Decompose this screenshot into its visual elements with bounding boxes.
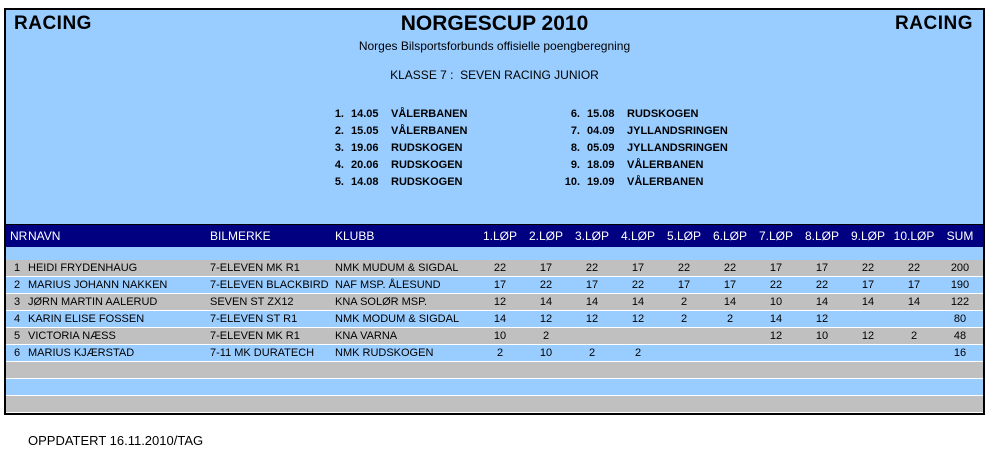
cell-points: 22 — [631, 279, 645, 291]
cell-points: 22 — [769, 279, 783, 291]
race-date: 05.09 — [587, 142, 615, 154]
header-navn: NAVN — [28, 229, 61, 243]
empty-row — [6, 362, 983, 379]
cell-points — [845, 345, 891, 361]
race-number: 1. — [334, 108, 344, 120]
header-run: 1.LØP — [482, 229, 518, 243]
cell-points: 2 — [910, 330, 918, 342]
cell-points: 14 — [723, 296, 737, 308]
cell-points: 10 — [539, 347, 553, 359]
header-sum: SUM — [946, 229, 974, 243]
header-run: 6.LØP — [712, 229, 748, 243]
cell-points: 17 — [493, 279, 507, 291]
cell-sum: 80 — [953, 313, 967, 325]
footer-note: OPPDATERT 16.11.2010/TAG — [28, 433, 204, 448]
cell-points: 22 — [723, 262, 737, 274]
cell-points: 14 — [815, 296, 829, 308]
race-number: 5. — [334, 176, 344, 188]
race-number: 4. — [334, 159, 344, 171]
cell-points: 17 — [907, 279, 921, 291]
race-track: VÅLERBANEN — [391, 108, 468, 120]
cell-nr: 6 — [13, 347, 21, 359]
race-track: JYLLANDSRINGEN — [627, 125, 728, 137]
race-number: 3. — [334, 142, 344, 154]
race-item — [320, 106, 467, 123]
cell-points — [661, 345, 707, 361]
cell-navn: MARIUS KJÆRSTAD — [28, 347, 135, 359]
race-track: VÅLERBANEN — [627, 159, 704, 171]
race-date: 20.06 — [351, 159, 379, 171]
cell-points: 17 — [539, 262, 553, 274]
race-number: 10. — [564, 176, 580, 188]
cell-klubb: NMK MUDUM & SIGDAL — [335, 262, 459, 274]
cell-bilmerke: 7-ELEVEN ST R1 — [210, 313, 298, 325]
race-track: VÅLERBANEN — [627, 176, 704, 188]
cell-points: 12 — [769, 330, 783, 342]
cell-points — [615, 328, 661, 344]
cell-points: 12 — [493, 296, 507, 308]
header-run: 3.LØP — [574, 229, 610, 243]
cell-points: 17 — [631, 262, 645, 274]
racing-banner-right: RACING — [895, 13, 973, 34]
cell-points: 2 — [588, 347, 596, 359]
race-number: 2. — [334, 125, 344, 137]
cell-points — [891, 345, 937, 361]
cell-points: 12 — [539, 313, 553, 325]
cell-points: 2 — [496, 347, 504, 359]
empty-row — [6, 379, 983, 396]
cell-points: 10 — [769, 296, 783, 308]
cell-points: 22 — [677, 262, 691, 274]
header-run: 4.LØP — [620, 229, 656, 243]
header-spacer — [6, 247, 983, 260]
race-number: 6. — [570, 108, 580, 120]
cell-points: 2 — [634, 347, 642, 359]
cell-points: 14 — [631, 296, 645, 308]
cell-points: 17 — [585, 279, 599, 291]
cell-sum: 16 — [953, 347, 967, 359]
table-row — [6, 345, 983, 362]
header-klubb: KLUBB — [335, 229, 375, 243]
cell-points: 14 — [539, 296, 553, 308]
header-run: 9.LØP — [850, 229, 886, 243]
cell-points — [753, 345, 799, 361]
cell-points: 2 — [680, 296, 688, 308]
race-item — [320, 123, 467, 140]
cell-points: 22 — [861, 262, 875, 274]
empty-row — [6, 396, 983, 413]
cell-points — [845, 311, 891, 327]
header-bilmerke: BILMERKE — [210, 229, 271, 243]
race-track: RUDSKOGEN — [391, 176, 463, 188]
cell-navn: KARIN ELISE FOSSEN — [28, 313, 145, 325]
table-row — [6, 328, 983, 345]
race-item — [556, 174, 728, 191]
cell-bilmerke: 7-ELEVEN MK R1 — [210, 330, 300, 342]
header-run: 5.LØP — [666, 229, 702, 243]
cell-points: 14 — [907, 296, 921, 308]
page-subtitle: Norges Bilsportsforbunds offisielle poengberegning — [358, 39, 631, 53]
class-title: KLASSE 7 : SEVEN RACING JUNIOR — [390, 68, 599, 82]
race-item — [556, 106, 728, 123]
race-item — [320, 140, 467, 157]
cell-points: 12 — [861, 330, 875, 342]
cell-points: 17 — [861, 279, 875, 291]
cell-navn: VICTORIA NÆSS — [28, 330, 116, 342]
cell-points: 22 — [493, 262, 507, 274]
table-row — [6, 277, 983, 294]
cell-points: 14 — [493, 313, 507, 325]
cell-nr: 5 — [13, 330, 21, 342]
header-nr: NR — [10, 229, 28, 243]
cell-klubb: KNA VARNA — [335, 330, 398, 342]
cell-points: 17 — [677, 279, 691, 291]
cell-nr: 4 — [13, 313, 21, 325]
cell-points: 17 — [769, 262, 783, 274]
table-row — [6, 311, 983, 328]
cell-navn: JØRN MARTIN AALERUD — [28, 296, 158, 308]
cell-points: 17 — [723, 279, 737, 291]
cell-bilmerke: 7-ELEVEN MK R1 — [210, 262, 300, 274]
cell-points — [707, 328, 753, 344]
race-date: 18.09 — [587, 159, 615, 171]
cell-bilmerke: SEVEN ST ZX12 — [210, 296, 294, 308]
race-number: 8. — [570, 142, 580, 154]
cell-sum: 48 — [953, 330, 967, 342]
cell-points — [569, 328, 615, 344]
cell-sum: 122 — [950, 296, 970, 308]
cell-bilmerke: 7-ELEVEN BLACKBIRD — [210, 279, 329, 291]
cell-navn: HEIDI FRYDENHAUG — [28, 262, 138, 274]
race-item — [556, 123, 728, 140]
race-list-left — [320, 106, 467, 191]
race-track: VÅLERBANEN — [391, 125, 468, 137]
race-date: 14.08 — [351, 176, 379, 188]
race-date: 04.09 — [587, 125, 615, 137]
header-run: 7.LØP — [758, 229, 794, 243]
cell-points: 2 — [726, 313, 734, 325]
cell-points: 22 — [815, 279, 829, 291]
cell-points: 2 — [542, 330, 550, 342]
cell-nr: 1 — [13, 262, 21, 274]
racing-banner-left: RACING — [14, 13, 92, 34]
cell-klubb: NAF MSP. ÅLESUND — [335, 279, 441, 291]
cell-navn: MARIUS JOHANN NAKKEN — [28, 279, 168, 291]
race-list-right — [556, 106, 728, 191]
results-table — [6, 224, 983, 413]
cell-points: 12 — [585, 313, 599, 325]
race-date: 19.09 — [587, 176, 615, 188]
header-run: 8.LØP — [804, 229, 840, 243]
race-date: 15.05 — [351, 125, 379, 137]
cell-points: 22 — [585, 262, 599, 274]
cell-points: 22 — [907, 262, 921, 274]
race-date: 15.08 — [587, 108, 615, 120]
cell-sum: 190 — [950, 279, 970, 291]
cell-points — [707, 345, 753, 361]
cell-bilmerke: 7-11 MK DURATECH — [210, 347, 315, 359]
cell-points: 10 — [493, 330, 507, 342]
cell-points: 14 — [769, 313, 783, 325]
cell-nr: 2 — [13, 279, 21, 291]
race-track: RUDSKOGEN — [391, 159, 463, 171]
race-date: 14.05 — [351, 108, 379, 120]
race-track: RUDSKOGEN — [391, 142, 463, 154]
results-board — [4, 8, 985, 415]
table-row — [6, 260, 983, 277]
cell-points: 14 — [585, 296, 599, 308]
cell-klubb: NMK RUDSKOGEN — [335, 347, 434, 359]
cell-sum: 200 — [950, 262, 970, 274]
cell-klubb: NMK MODUM & SIGDAL — [335, 313, 460, 325]
header-run: 10.LØP — [893, 229, 935, 243]
race-track: JYLLANDSRINGEN — [627, 142, 728, 154]
header-run: 2.LØP — [528, 229, 564, 243]
race-item — [556, 157, 728, 174]
results-header — [6, 224, 983, 247]
cell-points — [891, 311, 937, 327]
results-body — [6, 260, 983, 413]
cell-points: 12 — [631, 313, 645, 325]
cell-points: 14 — [861, 296, 875, 308]
race-item — [320, 174, 467, 191]
cell-points: 17 — [815, 262, 829, 274]
table-row — [6, 294, 983, 311]
cell-points: 12 — [815, 313, 829, 325]
cell-klubb: KNA SOLØR MSP. — [335, 296, 428, 308]
race-date: 19.06 — [351, 142, 379, 154]
cell-points: 22 — [539, 279, 553, 291]
race-number: 7. — [570, 125, 580, 137]
race-number: 9. — [570, 159, 580, 171]
cell-points: 10 — [815, 330, 829, 342]
page-title: NORGESCUP 2010 — [400, 12, 589, 35]
cell-points — [661, 328, 707, 344]
cell-nr: 3 — [13, 296, 21, 308]
race-track: RUDSKOGEN — [627, 108, 699, 120]
race-item — [556, 140, 728, 157]
cell-points: 2 — [680, 313, 688, 325]
cell-points — [799, 345, 845, 361]
race-item — [320, 157, 467, 174]
